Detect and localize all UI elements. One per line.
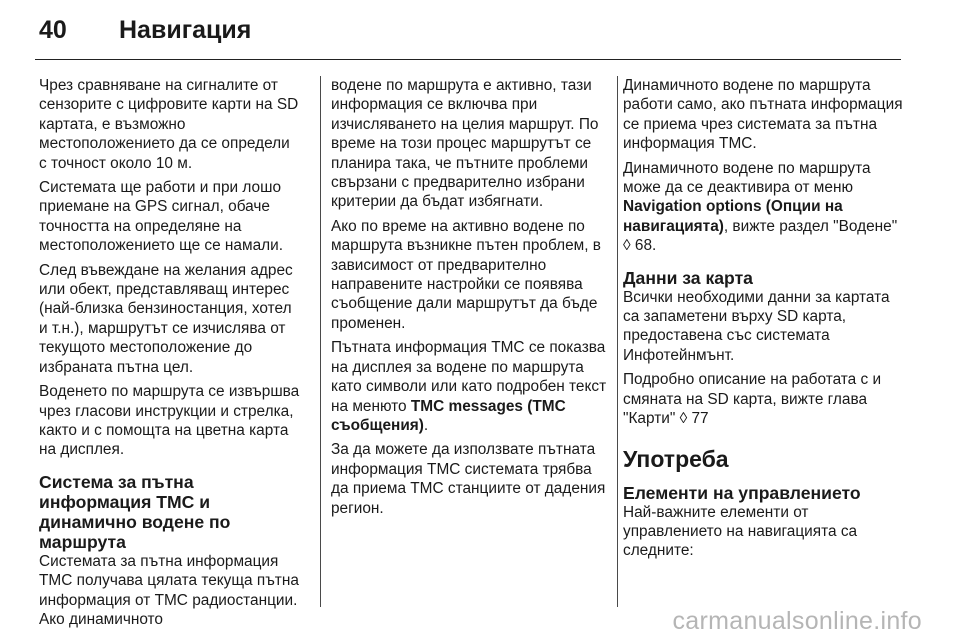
paragraph: Ако по време на активно водене по маршрута възникне пътен проблем, в зависимост от предварително направените настройки се появява съобщение дали маршрутът да бъде променен. — [331, 217, 601, 332]
page-header — [35, 14, 901, 60]
text-span: . — [423, 416, 429, 434]
paragraph: Всички необходими данни за картата са запаметени върху SD карта, предоставена със системата Инфотейнмънт. — [623, 288, 890, 364]
column-3 — [623, 76, 905, 566]
menu-reference-tmc-messages: TMC messages (TMC съобщения) — [331, 397, 566, 434]
paragraph — [331, 338, 607, 435]
text-span: , вижте раздел "Водене" ◊ 68. — [623, 217, 898, 255]
paragraph: Чрез сравняване на сигналите от сензорите с цифровите карти на SD картата, е възможно местоположението да се определи с точност около 10 м. — [39, 77, 299, 172]
column-2 — [331, 76, 607, 523]
menu-reference-navigation-options: Navigation options (Опции на навигацията) — [623, 198, 843, 235]
paragraph — [623, 159, 905, 256]
section-heading-map-data: Данни за карта — [623, 267, 753, 288]
page-title: Навигация — [119, 16, 252, 44]
text-span: Пътната информация TMC се показва на дисплея за водене по маршрута като символи или като подробен текст на менюто — [331, 339, 607, 415]
paragraph: За да можете да използвате пътната информация TMC системата трябва да приема TMC станциите от дадения регион. — [331, 441, 606, 517]
paragraph: След въвеждане на желания адрес или обект, представляващ интерес (най-близка бензиностанция, хотел и т.н.), маршрутът се изчислява от текущото местоположение до избраната пътна цел. — [39, 261, 293, 376]
column-divider-right — [617, 76, 618, 607]
paragraph: Системата за пътна информация TMC получава цялата текуща пътна информация от TMC радиостанции. Ако динамичното — [39, 552, 299, 628]
section-heading-tmc: Система за пътна информация TMC и динамично водене по маршрута — [39, 471, 231, 552]
page-number: 40 — [39, 16, 67, 44]
column-divider-left — [320, 76, 321, 607]
text-span: Динамичното водене по маршрута може да се деактивира от меню — [623, 159, 871, 197]
paragraph: водене по маршрута е активно, тази информация се включва при изчисляването на целия маршрут. По време на този процес маршрутът се планира така, че пътните проблеми свързани с предварително избрани критерии да бъдат избягнати. — [331, 77, 599, 211]
watermark: carmanualsonline.info — [672, 607, 922, 635]
column-1 — [39, 76, 301, 634]
section-heading-controls: Елементи на управлението — [623, 482, 861, 503]
paragraph: Подробно описание на работата с и смяната на SD карта, вижте глава "Карти" ◊ 77 — [623, 371, 882, 428]
paragraph: Воденето по маршрута се извършва чрез гласови инструкции и стрелка, както и с помощта на цветна карта на дисплея. — [39, 383, 300, 459]
paragraph: Най-важните елементи от управлението на навигацията са следните: — [623, 503, 858, 560]
paragraph: Системата ще работи и при лошо приемане на GPS сигнал, обаче точността на определяне на местоположението ще се намали. — [39, 179, 283, 255]
paragraph: Динамичното водене по маршрута работи само, ако пътната информация се приема чрез системата за пътна информация TMC. — [623, 77, 903, 153]
section-heading-usage: Употреба — [623, 445, 729, 472]
